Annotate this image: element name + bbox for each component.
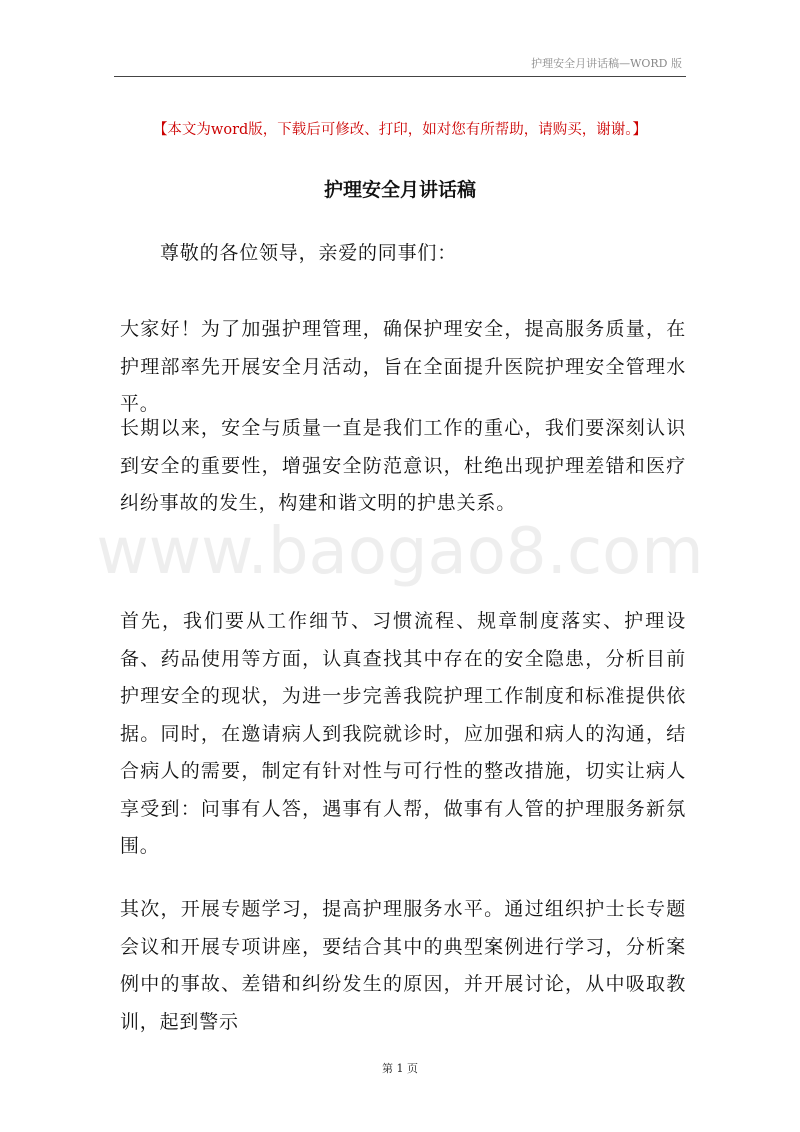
header-divider [114, 76, 686, 77]
paragraph-3: 首先，我们要从工作细节、习惯流程、规章制度落实、护理设备、药品使用等方面，认真查找其中存在的安全隐患，分析目前护理安全的现状，为进一步完善我院护理工作制度和标准提供依据。同时，在邀请病人到我院就诊时，应加强和病人的沟通，结合病人的需要，制定有针对性与可行性的整改措施，切实让病人享受到：问事有人答，遇事有人帮，做事有人管的护理服务新氛围。 [120, 610, 686, 857]
paragraph-4: 其次，开展专题学习，提高护理服务水平。通过组织护士长专题会议和开展专项讲座，要结合其中的典型案例进行学习，分析案例中的事故、差错和纠纷发生的原因，并开展讨论，从中吸取教训，起到警示 [120, 898, 686, 1033]
site-watermark: www.baogao8.com [96, 515, 704, 589]
document-title: 护理安全月讲话稿 [323, 179, 476, 201]
page-number: 第 1 页 [382, 1062, 418, 1075]
running-header: 护理安全月讲话稿—WORD 版 [531, 57, 682, 70]
download-notice: 【本文为word版，下载后可修改、打印，如对您有所帮助，请购买，谢谢。】 [152, 122, 648, 138]
paragraph-1: 大家好！为了加强护理管理，确保护理安全，提高服务质量，在护理部率先开展安全月活动，旨在全面提升医院护理安全管理水平。 [120, 318, 686, 415]
paragraph-2: 长期以来，安全与质量一直是我们工作的重心，我们要深刻认识到安全的重要性，增强安全防范意识，杜绝出现护理差错和医疗纠纷事故的发生，构建和谐文明的护患关系。 [120, 417, 686, 514]
greeting-line: 尊敬的各位领导，亲爱的同事们： [160, 242, 458, 264]
